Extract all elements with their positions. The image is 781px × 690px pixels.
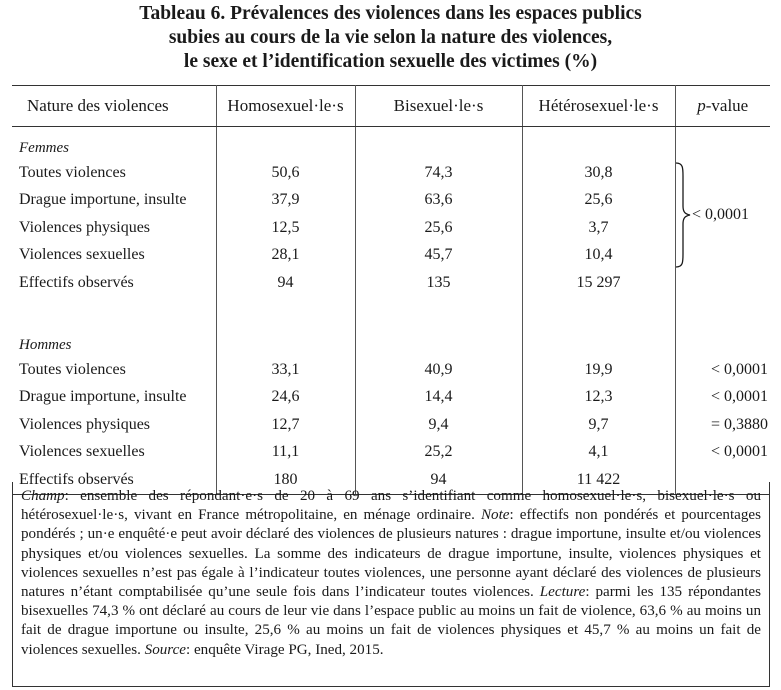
cell-pvalue: = 0,3880 bbox=[710, 415, 768, 433]
row-label: Drague importune, insulte bbox=[12, 384, 216, 412]
cell-homo: 28,1 bbox=[216, 242, 355, 270]
cell-hetero: 12,3 bbox=[522, 384, 675, 412]
table-row bbox=[12, 187, 770, 215]
table-title bbox=[0, 2, 781, 74]
row-label: Toutes violences bbox=[12, 159, 216, 187]
row-label: Effectifs observés bbox=[12, 466, 216, 494]
cell-pvalue: < 0,0001 bbox=[710, 360, 768, 378]
cell-bi: 63,6 bbox=[355, 187, 522, 215]
title-line: subies au cours de la vie selon la nature des violences, bbox=[168, 27, 613, 48]
title-line: Tableau 6. Prévalences des violences dans les espaces publics bbox=[139, 3, 642, 24]
cell-homo: 37,9 bbox=[216, 187, 355, 215]
cell-homo: 12,7 bbox=[216, 411, 355, 439]
cell-hetero: 30,8 bbox=[522, 159, 675, 187]
cell-bi: 94 bbox=[355, 466, 522, 494]
cell-bi: 135 bbox=[355, 269, 522, 297]
cell-hetero: 3,7 bbox=[522, 214, 675, 242]
row-label: Violences physiques bbox=[12, 214, 216, 242]
cell-hetero: 25,6 bbox=[522, 187, 675, 215]
header-row bbox=[12, 86, 770, 127]
cell-homo: 12,5 bbox=[216, 214, 355, 242]
table-note bbox=[12, 482, 770, 687]
note-note-text: : effectifs non pondérés et pourcentages pondérés ; un·e enquêté·e peut avoir déclaré des violences de plusieurs natures : drague importune, insulte et/ou violences physiques et/ou violences sexuelles. La somme des indicateurs de drague importune, insulte, violences physiques et violences sexuelles n’est pas égale à l’indicateur toutes violences, une personne ayant déclaré des violences de plusieurs natures n’étant comptabilisée qu’une seule fois dans l’indicateur toutes violences. bbox=[21, 507, 761, 601]
group-row-femmes bbox=[12, 127, 770, 160]
title-line: le sexe et l’identification sexuelle des victimes (%) bbox=[183, 51, 598, 72]
cell-hetero: 10,4 bbox=[522, 242, 675, 270]
cell-bi: 45,7 bbox=[355, 242, 522, 270]
cell-homo: 11,1 bbox=[216, 439, 355, 467]
header-pvalue-p: p bbox=[697, 96, 706, 115]
cell-homo: 50,6 bbox=[216, 159, 355, 187]
cell-homo: 33,1 bbox=[216, 356, 355, 384]
group-label-hommes: Hommes bbox=[12, 324, 216, 356]
row-label: Drague importune, insulte bbox=[12, 187, 216, 215]
table-row bbox=[12, 356, 770, 384]
group-label-femmes: Femmes bbox=[12, 127, 216, 160]
row-label: Violences sexuelles bbox=[12, 439, 216, 467]
table-row bbox=[12, 439, 770, 467]
cell-bi: 25,2 bbox=[355, 439, 522, 467]
cell-hetero: 9,7 bbox=[522, 411, 675, 439]
cell-bi: 14,4 bbox=[355, 384, 522, 412]
effectifs-row bbox=[12, 269, 770, 297]
table-row bbox=[12, 159, 770, 187]
header-homo: Homosexuel·le·s bbox=[216, 86, 355, 127]
brace-icon bbox=[674, 162, 692, 268]
cell-pvalue: < 0,0001 bbox=[710, 443, 768, 461]
femmes-pvalue: < 0,0001 bbox=[692, 206, 750, 223]
table-row bbox=[12, 384, 770, 412]
note-lecture-label: Lecture bbox=[539, 584, 586, 601]
cell-homo: 94 bbox=[216, 269, 355, 297]
table-row bbox=[12, 242, 770, 270]
cell-hetero: 15 297 bbox=[522, 269, 675, 297]
header-hetero: Hétérosexuel·le·s bbox=[522, 86, 675, 127]
cell-bi: 40,9 bbox=[355, 356, 522, 384]
row-label: Effectifs observés bbox=[12, 269, 216, 297]
data-table bbox=[12, 85, 770, 495]
note-champ-label: Champ bbox=[21, 488, 65, 504]
cell-hetero: 19,9 bbox=[522, 356, 675, 384]
table-row bbox=[12, 214, 770, 242]
cell-hetero: 11 422 bbox=[522, 466, 675, 494]
header-bi: Bisexuel·le·s bbox=[355, 86, 522, 127]
note-source-text: : enquête Virage PG, Ined, 2015. bbox=[186, 641, 384, 658]
note-note-label: Note bbox=[480, 507, 510, 524]
cell-homo: 24,6 bbox=[216, 384, 355, 412]
note-lecture-text: : parmi les 135 répondantes bisexuelles 74,3 % ont déclaré au cours de leur vie dans l’espace public au moins un fait de violence, 63,6 % au moins un fait de drague importune ou insulte, 25,6 % au moins un fait de violences physiques et 45,7 % au moins un fait de violences sexuelles. bbox=[21, 584, 761, 658]
group-row-hommes bbox=[12, 324, 770, 356]
cell-bi: 74,3 bbox=[355, 159, 522, 187]
row-label: Violences sexuelles bbox=[12, 242, 216, 270]
cell-bi: 25,6 bbox=[355, 214, 522, 242]
row-label: Toutes violences bbox=[12, 356, 216, 384]
cell-bi: 9,4 bbox=[355, 411, 522, 439]
header-pvalue bbox=[675, 86, 770, 127]
cell-homo: 180 bbox=[216, 466, 355, 494]
cell-hetero: 4,1 bbox=[522, 439, 675, 467]
header-nature: Nature des violences bbox=[12, 86, 216, 127]
note-source-label: Source bbox=[144, 641, 187, 658]
table-row bbox=[12, 411, 770, 439]
row-label: Violences physiques bbox=[12, 411, 216, 439]
header-pvalue-rest: -value bbox=[705, 96, 749, 115]
note-champ-text: : ensemble des répondant·e·s de 20 à 69 ans s’identifiant comme homosexuel·le·s, bisexuel·le·s ou hétérosexuel·le·s, vivant en France métropolitaine, en ménage ordinaire. bbox=[21, 488, 761, 524]
cell-pvalue: < 0,0001 bbox=[710, 388, 768, 406]
